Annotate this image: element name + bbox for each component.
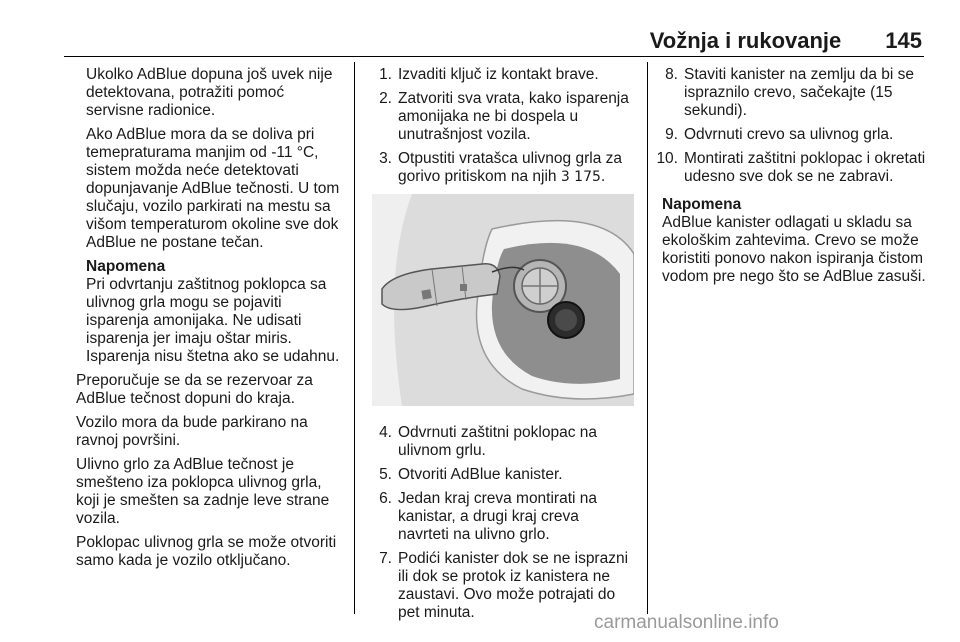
list-item: 6. Jedan kraj creva montirati na kanistar, a drugi kraj creva navrteti na ulivno grlo.: [379, 490, 598, 543]
list-item: 8. Staviti kanister na zemlju da bi se ispraznilo crevo, sačekajte (15 sekundi).: [665, 66, 915, 119]
page-number: 145: [885, 28, 922, 53]
list-item: 5. Otvoriti AdBlue kanister.: [379, 466, 563, 483]
paragraph-adblue-not-detected: Ukolko AdBlue dopuna još uvek nije detektovana, potražiti pomoć servisne radionice.: [86, 66, 333, 119]
paragraph-recommend-fill: Preporučuje se da se rezervoar za AdBlue tečnost dopuni do kraja.: [76, 372, 313, 407]
column-divider-1: [354, 62, 355, 614]
note-disposal: [662, 196, 928, 286]
paragraph-filler-location: Ulivno grlo za AdBlue tečnost je smešteno iza poklopca ulivnog grla, koji je smešten sa zadnje leve strane vozila.: [76, 456, 330, 527]
paragraph-level-surface: Vozilo mora da bude parkirano na ravnoj površini.: [76, 414, 308, 449]
note-text: Pri odvrtanju zaštitnog poklopca sa ulivnog grla mogu se pojaviti isparenja amonijaka. Ne udisati isparenja jer imaju oštar miris. Isparenja nisu štetna ako se udahnu.: [86, 276, 340, 365]
list-item: 4. Odvrnuti zaštitni poklopac na ulivnom grlu.: [379, 424, 598, 459]
page-reference-link[interactable]: 3 175.: [560, 169, 606, 185]
paragraph-low-temperature: Ako AdBlue mora da se doliva pri temepraturama manjim od -11 °C, sistem možda neće detektovati dopunjavanje AdBlue tečnosti. U tom slučaju, vozilo parkirati na mestu sa višom temperaturom okoline sve dok AdBlue ne postane tečan.: [86, 126, 340, 251]
list-item: 7. Podići kanister dok se ne isprazni ili dok se protok iz kanistera ne zaustavi. Ovo može potrajati do pet minuta.: [379, 550, 629, 621]
steps-list-right: [646, 66, 928, 186]
note-ammonia: [76, 258, 344, 366]
note-title: Napomena: [86, 258, 166, 275]
list-item: 10. Montirati zaštitni poklopac i okretati udesno sve dok se ne zabravi.: [656, 150, 926, 185]
paragraph-unlock: Poklopac ulivnog grla se može otvoriti samo kada je vozilo otključano.: [76, 534, 337, 569]
steps-list-top: [372, 66, 634, 186]
column-right: [656, 66, 928, 292]
header-rule: [64, 56, 924, 57]
steps-list-bottom: [372, 424, 634, 622]
list-item: 9. Odvrnuti crevo sa ulivnog grla.: [665, 126, 894, 143]
watermark: carmanualsonline.info: [594, 612, 779, 633]
column-middle: [372, 66, 634, 628]
note-text: AdBlue kanister odlagati u skladu sa ekološkim zahtevima. Crevo se može koristiti ponovo nakon ispiranja čistom vodom pre nego što se AdBlue zasuši.: [662, 214, 926, 285]
list-item: 1. Izvaditi ključ iz kontakt brave.: [379, 66, 599, 83]
column-left: [76, 66, 344, 576]
section-title: Vožnja i rukovanje: [649, 28, 842, 53]
fuel-filler-illustration: [372, 194, 634, 406]
note-title: Napomena: [662, 196, 742, 213]
fuel-filler-image: [372, 194, 634, 406]
page-header: [650, 28, 922, 54]
list-item: 3. Otpustiti vratašca ulivnog grla za gorivo pritiskom na njih 3 175.: [379, 150, 622, 185]
list-item: 2. Zatvoriti sva vrata, kako isparenja amonijaka ne bi dospela u unutrašnjost vozila.: [379, 90, 629, 143]
